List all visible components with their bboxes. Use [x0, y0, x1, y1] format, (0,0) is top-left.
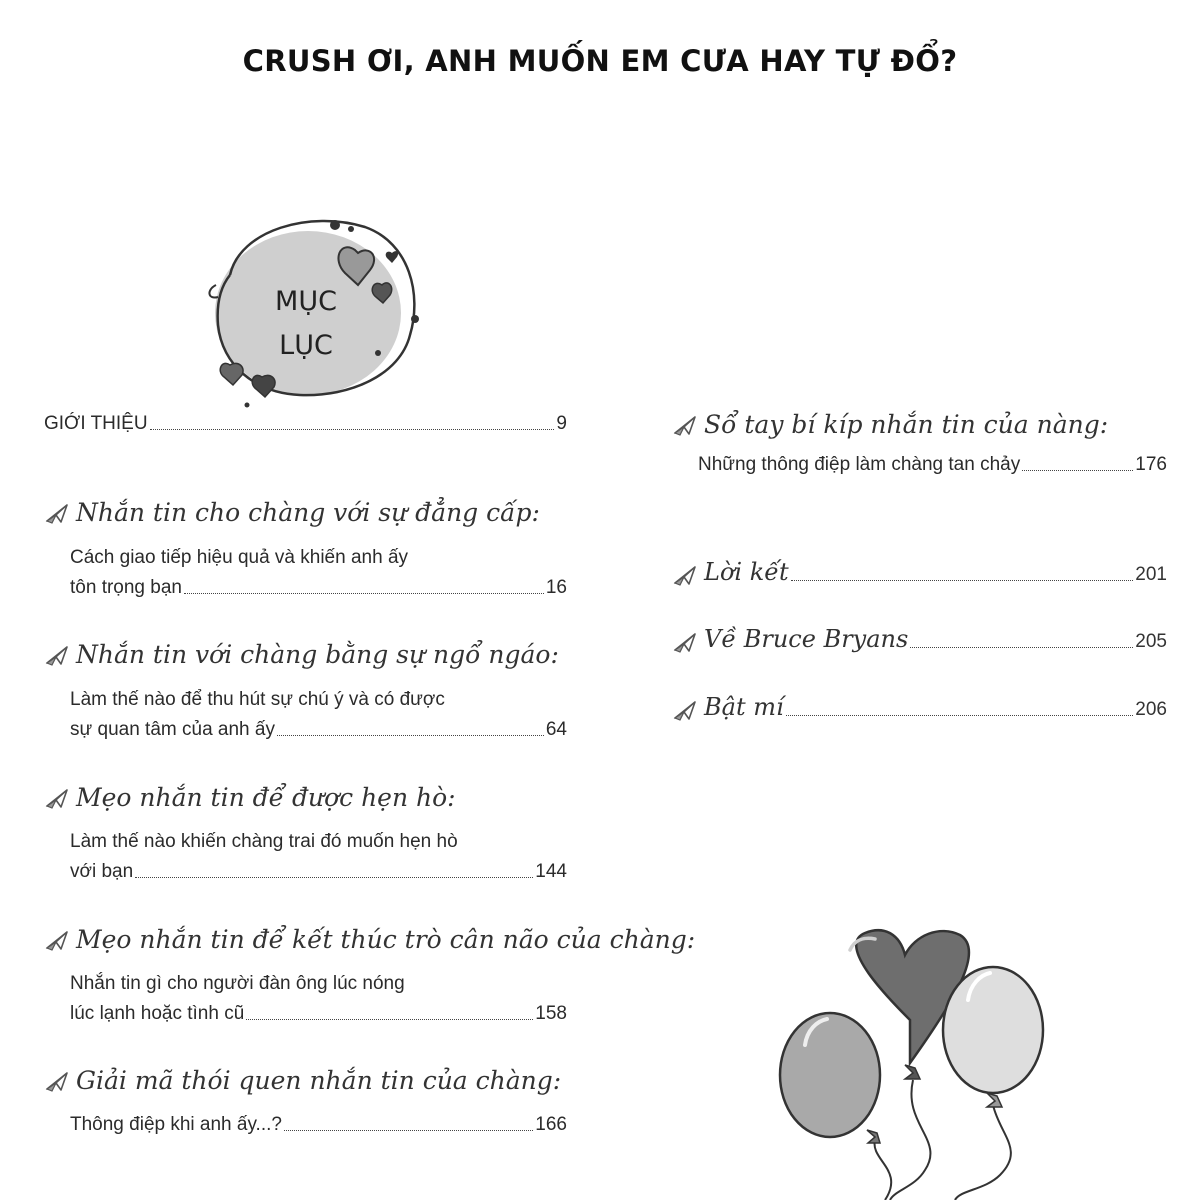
toc-entry-label: Về Bruce Bryans: [704, 625, 909, 653]
paper-plane-icon: [672, 699, 698, 721]
toc-entry-page: 9: [556, 413, 567, 434]
section-subtitle: Làm thế nào để thu hút sự chú ý và có được: [70, 689, 445, 710]
section-heading: [44, 783, 456, 812]
toc-entry-page: 205: [1135, 631, 1167, 652]
section-subtitle: Làm thế nào khiến chàng trai đó muốn hẹn hò: [70, 831, 458, 852]
paper-plane-icon: [44, 1070, 70, 1092]
toc-entry-page: 176: [1135, 454, 1167, 475]
section-heading: [44, 925, 695, 954]
balloons-illustration: [775, 925, 1060, 1200]
toc-entry-page: 166: [535, 1114, 567, 1135]
section-heading: [672, 410, 1108, 439]
section-heading-text: Giải mã thói quen nhắn tin của chàng:: [76, 1066, 562, 1095]
section-heading-text: Nhắn tin với chàng bằng sự ngổ ngáo:: [76, 640, 559, 669]
toc-entry-page: 201: [1135, 564, 1167, 585]
toc-entry-label: tôn trọng bạn: [70, 577, 182, 598]
toc-entry-page: 64: [545, 719, 567, 740]
toc-entry[interactable]: [698, 454, 1167, 476]
toc-entry[interactable]: [70, 1114, 567, 1136]
section-heading-text: Mẹo nhắn tin để được hẹn hò:: [76, 783, 456, 812]
toc-badge-text: [240, 280, 372, 368]
section-heading: [44, 1066, 561, 1095]
book-title: CRUSH ƠI, ANH MUỐN EM CƯA HAY TỰ ĐỔ?: [242, 44, 958, 78]
toc-entry-label: Bật mí: [704, 693, 784, 721]
toc-entry[interactable]: [70, 577, 567, 599]
paper-plane-icon: [44, 929, 70, 951]
toc-entry-closing[interactable]: [672, 558, 1167, 586]
toc-entry[interactable]: [70, 1003, 567, 1025]
toc-entry-label: Thông điệp khi anh ấy...?: [70, 1114, 282, 1135]
toc-entry-label: lúc lạnh hoặc tình cũ: [70, 1003, 245, 1024]
paper-plane-icon: [44, 502, 70, 524]
section-heading-text: Mẹo nhắn tin để kết thúc trò cân não của chàng:: [76, 925, 696, 954]
leader-dots: [910, 646, 1133, 648]
paper-plane-icon: [44, 787, 70, 809]
section-subtitle: Cách giao tiếp hiệu quả và khiến anh ấy: [70, 547, 409, 568]
leader-dots: [791, 579, 1134, 581]
section-subtitle: Nhắn tin gì cho người đàn ông lúc nóng: [70, 973, 405, 994]
toc-entry-page: 144: [535, 861, 567, 882]
toc-entry[interactable]: [70, 719, 567, 741]
toc-entry-label: sự quan tâm của anh ấy: [70, 719, 275, 740]
paper-plane-icon: [672, 564, 698, 586]
leader-dots: [1022, 469, 1133, 471]
section-heading-text: Nhắn tin cho chàng với sự đẳng cấp:: [76, 498, 540, 527]
toc-entry-author[interactable]: [672, 625, 1167, 653]
section-heading-text: Sổ tay bí kíp nhắn tin của nàng:: [704, 410, 1109, 439]
leader-dots: [277, 734, 544, 736]
leader-dots: [246, 1018, 533, 1020]
section-heading: [44, 498, 540, 527]
toc-entry-label: Lời kết: [704, 558, 789, 586]
toc-entry-bonus[interactable]: [672, 693, 1167, 721]
toc-entry-page: 158: [535, 1003, 567, 1024]
toc-entry-label: Những thông điệp làm chàng tan chảy: [698, 454, 1021, 475]
toc-entry-page: 16: [545, 577, 567, 598]
toc-entry-intro[interactable]: [44, 413, 567, 435]
toc-entry-page: 206: [1135, 699, 1167, 720]
leader-dots: [786, 714, 1134, 716]
toc-entry-label: GIỚI THIỆU: [44, 413, 148, 434]
section-heading: [44, 640, 559, 669]
toc-entry[interactable]: [70, 861, 567, 883]
toc-badge-line-1: MỤC: [275, 286, 337, 317]
paper-plane-icon: [672, 414, 698, 436]
leader-dots: [284, 1129, 533, 1131]
leader-dots: [135, 876, 533, 878]
leader-dots: [184, 592, 544, 594]
leader-dots: [150, 428, 555, 430]
paper-plane-icon: [672, 631, 698, 653]
paper-plane-icon: [44, 644, 70, 666]
toc-entry-label: với bạn: [70, 861, 134, 882]
toc-badge-line-2: LỤC: [279, 330, 333, 361]
